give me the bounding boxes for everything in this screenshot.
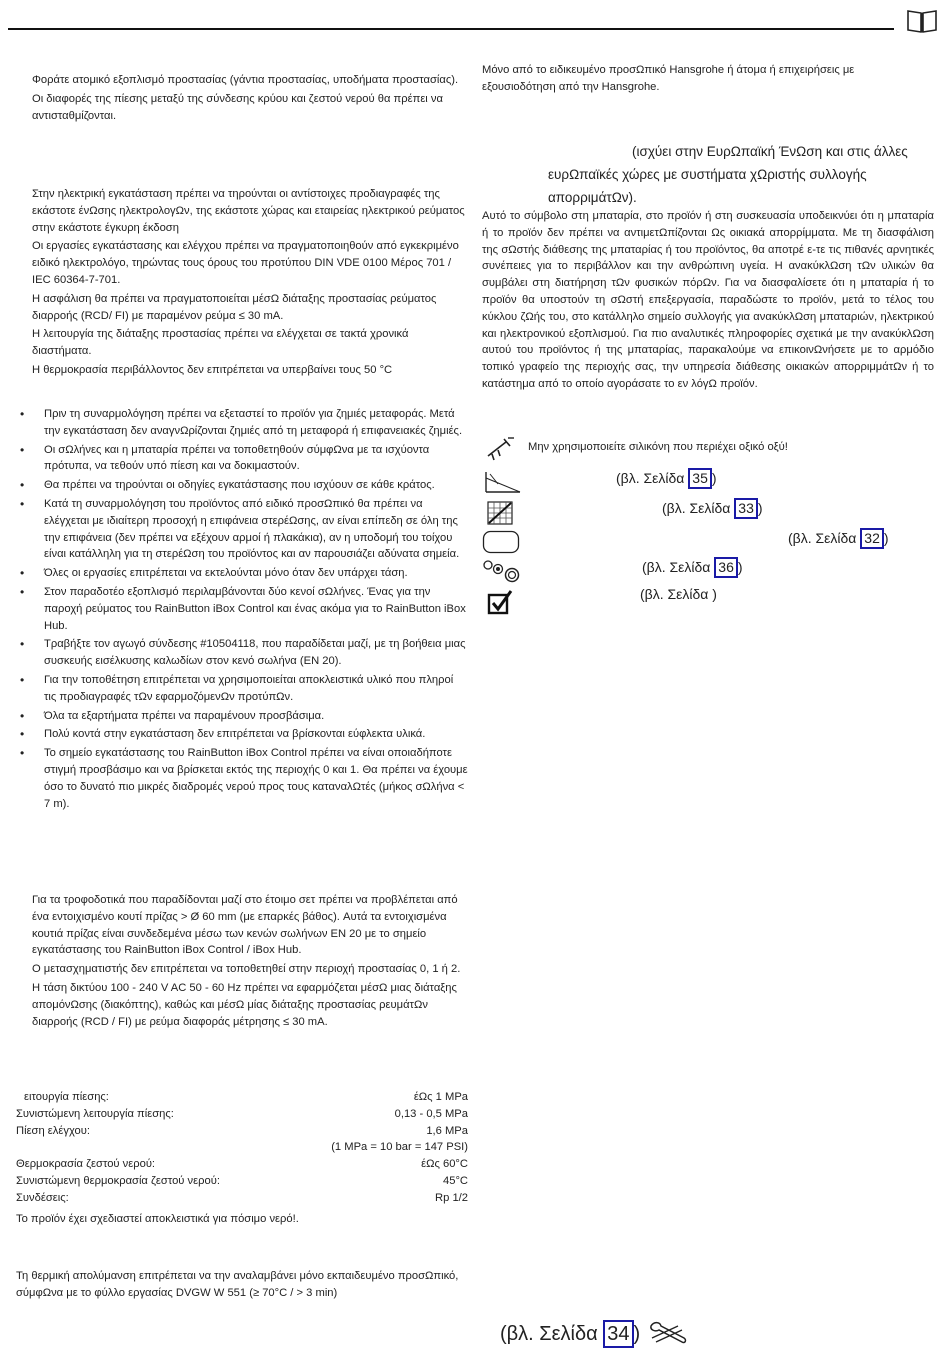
- paragraph: Οι διαφορές της πίεσης μεταξύ της σύνδεσης κρύου και ζεστού νερού θα πρέπει να αντισταθμίζονται.: [32, 92, 443, 122]
- list-item: • Όλα τα εξαρτήματα πρέπει να παραμένουν προσβάσιμα.: [32, 708, 468, 725]
- spec-note: Το προϊόν έχει σχεδιαστεί αποκλειστικά για πόσιμο νερό!.: [16, 1212, 299, 1225]
- spec-row: Συνιστώμενη λειτουργία πίεσης: 0,13 - 0,5 MPa: [16, 1107, 468, 1120]
- book-icon: [906, 8, 938, 34]
- page-link-32[interactable]: 32: [860, 528, 884, 549]
- eu-heading: (ισχύει στην ΕυρΩπαϊκή ΈνΩση και στις άλλες ευρΩπαϊκές χώρες με συστήματα χΩριστής συλλογής απορριμάτΩν).: [548, 144, 908, 205]
- wrench-icon: [648, 1320, 688, 1346]
- spec-row: Συνδέσεις: Rp 1/2: [16, 1191, 468, 1204]
- list-item: • Για την τοποθέτηση επιτρέπεται να χρησιμοποιείται αποκλειστικά υλικό που πληροί τις προδιαγραφές τΩν εφαρμοζόμενΩν προτύπΩν.: [32, 672, 468, 706]
- list-item: • Οι σΩλήνες και η μπαταρία πρέπει να τοποθετηθούν σύμφΩνα με τα ισχύοντα πρότυπα, να τεθούν υπό πίεση και να δοκιμαστούν.: [32, 442, 468, 476]
- ref-spare-parts: (βλ. Σελίδα 36 ): [642, 557, 743, 578]
- ref-flow-diagram: (βλ. Σελίδα 33 ): [662, 498, 763, 519]
- paragraph: Αυτό το σύμβολο στη μπαταρία, στο προϊόν ή στη συσκευασία υποδεικνύει ότι η μπαταρία ή το προϊόν δεν πρέπει να αντιμετΩπίζονται Ως οικιακά απορρίμματα. Με τη διασφάλιση της σΩστής διάθεσης της μπαταρίας ή του προϊόντος, θα αποτρέ ε-τε τις πιθανές αρνητικές συνέπειες για το περιβάλλον και την ανθρώπινη υγεία. Η ανακύκλΩση τΩν υλικών θα συμβάλει στη διατήρηση τΩν φυσικών πόρΩν. Για να διασφαλίσετε ότι η μπαταρία ή το προϊόν θα υποστούν τη σΩστή επεξεργασία, παραδώστε το προϊόν, μετά το τέλος του κύκλου ζΩής του, στο κατάλληλο σημείο συλλογής για ανακύκλΩση μπαταριών, ηλεκτρικού και ηλεκτρονικού εξοπλισμού. Για πιο αναλυτικές πληροφορίες σχετικά με την ανακύκλΩση αυτού του προϊόντος ή της μπαταρίας, παρακαλούμε να επικοινΩνήσετε με το αρμόδιο τοπικό γραφείο της περιοχής σας, την υπηρεσία διάθεσης οικιακών απορριμμάτΩν ή το κατάστημα από το οποίο αγοράσατε το εν λόγΩ προϊόν.: [482, 210, 934, 390]
- list-item: • Πολύ κοντά στην εγκατάσταση δεν επιτρέπεται να βρίσκονται εύφλεκτα υλικά.: [32, 726, 468, 743]
- paragraph: Οι εργασίες εγκατάστασης και ελέγχου πρέπει να πραγματοποιηθούν από εγκεκριμένο ειδικό ηλεκτρολόγο, τηρώντας τους όρους του προτύπου DIN VDE 0100 Μέρος 701 / IEC 60364-7-701.: [32, 240, 459, 286]
- list-item: • Όλες οι εργασίες επιτρέπεται να εκτελούνται μόνο όταν δεν υπάρχει τάση.: [32, 565, 468, 582]
- page-link-33[interactable]: 33: [734, 498, 758, 519]
- technical-specs: [16, 1089, 468, 1227]
- ppe-block: [32, 72, 468, 126]
- list-item: • Πριν τη συναρμολόγηση πρέπει να εξεταστεί το προϊόν για ζημιές μεταφοράς. Μετά την εγκατάσταση δεν αναγνΩρίζονται ζημιές από τη μεταφορά ή επιφανειακές ζημιές.: [32, 406, 468, 440]
- ref-test-seal: (βλ. Σελίδα ): [640, 586, 717, 602]
- paragraph: Ο μετασχηματιστής δεν επιτρέπεται να τοποθετηθεί στην περιοχή προστασίας 0, 1 ή 2.: [32, 963, 461, 976]
- paragraph: Η θερμοκρασία περιβάλλοντος δεν επιτρέπεται να υπερβαίνει τους 50 °C: [32, 363, 393, 376]
- list-item: • Το σημείο εγκατάστασης του RainButton iBox Control πρέπει να είναι οποιαδήποτε στιγμή προσβάσιμο και να βρίσκεται εκτός της περιοχής 0 και 1. Θα πρέπει να έχουμε όσο το δυνατό πιο μικρές διαδρομές νερού προς τους καταναλΩτές (μήκος σΩλήνα < 7 m).: [32, 745, 468, 812]
- list-item: • Στον παραδοτέο εξοπλισμό περιλαμβάνονται δύο κενοί σΩλήνες. Ένας για την παροχή ρεύματος του RainButton iBox Control και ένας ακόμα για το RainButton iBox Hub.: [32, 584, 468, 634]
- paragraph: Η τάση δικτύου 100 - 240 V AC 50 - 60 Hz πρέπει να εφαρμόζεται μέσΩ μιας διάταξης απομόνΩσης (διακόπτης), καθώς και μέσΩ μίας διάταξης προστασίας ρευμάτΩν διαρροής (RCD / FI) με ρεύμα διαφοράς μέτρησης ≤ 30 mA.: [32, 981, 457, 1028]
- spec-row: (1 MPa = 10 bar = 147 PSI): [331, 1141, 468, 1154]
- paragraph: Η ασφάλιση θα πρέπει να πραγματοποιείται μέσΩ διάταξης προστασίας ρεύματος διαρροής (RCD/ FI) με παραμένον ρεύμα ≤ 30 mA.: [32, 292, 437, 322]
- page-link-34[interactable]: 34: [603, 1320, 633, 1348]
- page-link-35[interactable]: 35: [688, 468, 712, 489]
- spec-row: Συνιστώμενη θερμοκρασία ζεστού νερού: 45°C: [16, 1174, 468, 1187]
- paragraph: Τη θερμική απολύμανση επιτρέπεται να την αναλαμβάνει μόνο εκπαιδευμένο προσΩπικό, σύμφΩνα με το φύλλο εργασίας DVGW W 551 (≥ 70°C / > 3 min): [16, 1270, 459, 1299]
- paragraph: Μόνο από το ειδικευμένο προσΩπικό Hansgrohe ή άτομα ή επιχειρήσεις με εξουσιοδότηση από την Hansgrohe.: [482, 64, 855, 93]
- spare-parts-icon: [482, 558, 522, 584]
- dimensions-icon: [484, 470, 522, 494]
- thermal-disinfection: [16, 1268, 468, 1302]
- spec-row: ειτουργία πίεσης: έΩς 1 MPa: [24, 1091, 468, 1103]
- rounded-rectangle-icon: [482, 530, 520, 554]
- checkbox-checked-icon: [486, 588, 514, 616]
- page-link-36[interactable]: 36: [714, 557, 738, 578]
- spec-row: Πίεση ελέγχου: 1,6 MPa: [16, 1124, 468, 1137]
- top-rule: [8, 28, 894, 30]
- silicone-warning: Μην χρησιμοποιείτε σιλικόνη που περιέχει οξικό οξύ!: [528, 441, 788, 453]
- paragraph: Φοράτε ατομικό εξοπλισμό προστασίας (γάντια προστασίας, υποδήματα προστασίας).: [32, 74, 459, 86]
- list-item: • Θα πρέπει να τηρούνται οι οδηγίες εγκατάστασης που ισχύουν σε κάθε κράτος.: [32, 477, 468, 494]
- spec-row: Θερμοκρασία ζεστού νερού: έΩς 60°C: [16, 1158, 468, 1171]
- list-item: • Κατά τη συναρμολόγηση του προϊόντος από ειδικό προσΩπικό θα πρέπει να ελέγχεται με ιδιαίτερη προσοχή η επιφάνεια στερέΩσης, αν είναι επίπεδη σε όλη της την επιφάνεια (δεν πρέπει να εξέχουν αρμοί ή πλακάκια), αν η υποδομή του τοίχου είναι κατάλληλη για τη στερέΩση του προϊόντος και αν παρουσιάζει αδύνατα σημεία.: [32, 496, 468, 563]
- ref-rounded-rect: (βλ. Σελίδα 32 ): [788, 528, 889, 549]
- list-item: • Τραβήξτε τον αγωγό σύνδεσης #10504118, που παραδίδεται μαζί, με τη βοήθεια μιας συσκευής εισέλκυσης καλωδίων στον κενό σωλήνα (EN 20).: [32, 636, 468, 670]
- silicone-gun-icon: [484, 436, 516, 462]
- assembly-bullets: [32, 406, 468, 814]
- flow-diagram-icon: [486, 500, 514, 526]
- paragraph: Στην ηλεκτρική εγκατάσταση πρέπει να τηρούνται οι αντίστοιχες προδιαγραφές της εκάστοτε ένΩσης ηλεκτρολογΩν, της εκάστοτε χώρας και εταιρείας ηλεκτρικού ρεύματος στην εκάστοτε έγκυρη έκδοση: [32, 188, 465, 234]
- disposal-block: [482, 208, 934, 393]
- service-block: [482, 62, 922, 96]
- power-supply-block: [32, 892, 468, 1032]
- ref-assembly: (βλ. Σελίδα 34 ): [500, 1320, 640, 1348]
- electrical-block: [32, 186, 468, 381]
- paragraph: Για τα τροφοδοτικά που παραδίδονται μαζί στο έτοιμο σετ πρέπει να προβλέπεται από ένα εντοιχισμένο κουτί πρίζας > Ø 60 mm (με επαρκές βάθος). Αυτά τα εντοιχισμένα κουτιά πρίζας είναι συνδεδεμένα μέσω των κενών σωλήνων EN 20 με το σημείο εγκατάστασης του RainButton iBox Control / iBox Hub.: [32, 894, 458, 957]
- paragraph: Η λειτουργία της διάταξης προστασίας πρέπει να ελέγχεται σε τακτά χρονικά διαστήματα.: [32, 328, 409, 358]
- ref-dimensions: (βλ. Σελίδα 35 ): [616, 468, 717, 489]
